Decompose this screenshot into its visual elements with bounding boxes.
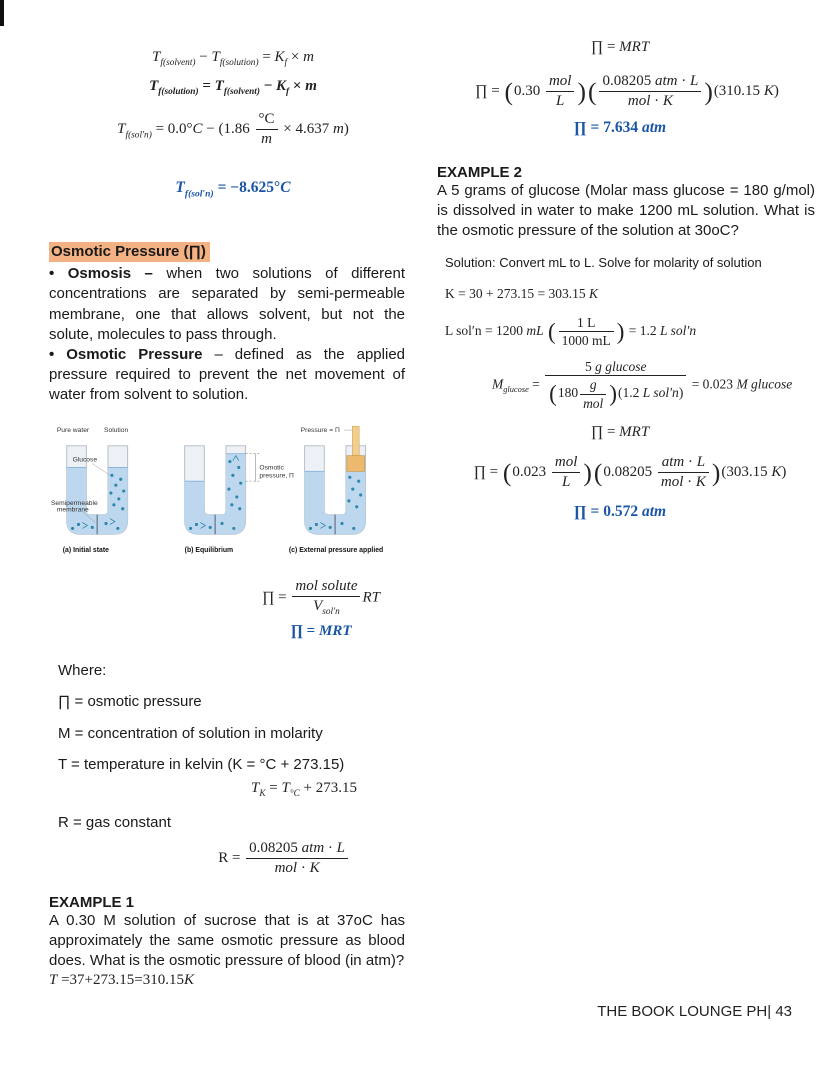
- figure-label-pure-water: Pure water: [56, 427, 90, 435]
- definition-r: R = gas constant: [58, 813, 171, 831]
- osmosis-term: • Osmosis –: [49, 265, 153, 283]
- formula-kelvin-303: K = 30 + 273.15 = 303.15 K: [445, 285, 598, 301]
- piston: [347, 456, 365, 472]
- osmosis-paragraph: [49, 264, 405, 344]
- example2-title: EXAMPLE 2: [437, 163, 523, 181]
- formula-pi-mrt-result: ∏ = MRT: [290, 623, 352, 640]
- example1-title: EXAMPLE 1: [49, 893, 135, 911]
- example2-body: A 5 grams of glucose (Molar mass glucose = 180 g/mol) is dissolved in water to make 1200 mL solution. What is the osmotic pressure of the solution at 30oC?: [437, 181, 815, 239]
- figure-label-semipermeable-1: Semipermeable: [50, 499, 98, 507]
- piston-rod: [352, 426, 359, 455]
- formula-gas-constant: R = $\frac{\text{0.08205 atm · L}}{\text{mol · K}}$: [218, 840, 350, 878]
- osmosis-definition: when two solutions of different concentrations are separated by semi-permeable membrane, one that allows solvent, but not the solute, molecules to pass through.: [49, 265, 405, 343]
- formula-freezing-point-result: $T_{f(sol'n)} = -8.625^\circ C$: [175, 179, 291, 200]
- example1-body: A 0.30 M solution of sucrose that is at 37oC has approximately the same osmotic pressure as blood does. What is the osmotic pressure of blood (in atm)?: [49, 911, 405, 969]
- osmotic-pressure-term: • Osmotic Pressure: [49, 345, 203, 363]
- formula-pi-definition: ∏ = $\frac{\text{mol solute}}{V_{sol'n}}$ RT: [262, 578, 380, 618]
- figure-caption-a: (a) Initial state: [62, 547, 109, 555]
- formula-molarity-glucose: $M_{glucose}$ = 5 g glucose (180 $\frac{g}{\text{mol}}$ )(1.2 L sol′n) = 0.023 M glucose: [492, 358, 793, 411]
- figure-label-glucose: Glucose: [72, 456, 98, 464]
- figure-label-pressure: Pressure = Π: [300, 427, 340, 435]
- formula-freezing-point-2: $T_{f(solution)} = T_{f(solvent)} - K_f \times m$: [149, 77, 317, 97]
- page-footer: THE BOOK LOUNGE PH| 43: [597, 1003, 792, 1020]
- formula-example1-result: ∏ = 7.634 atm: [573, 119, 667, 137]
- formula-example2-calculation: ∏ = (0.023 $\frac{\text{mol}}{L}$ )(0.08205 $\frac{\text{atm · L}}{\text{mol · K}}$ )(303.15 K): [473, 454, 787, 491]
- definition-t: T = temperature in kelvin (K = °C + 273.15): [58, 756, 345, 774]
- formula-kelvin-conversion: $T_K = T_{^\circ C} + 273.15$: [251, 779, 357, 800]
- definition-m: M = concentration of solution in molarity: [58, 724, 323, 742]
- figure-label-osmotic-2: pressure, Π: [259, 472, 294, 480]
- utube-diagram: [49, 419, 399, 569]
- utube-external-pressure: [289, 426, 383, 554]
- formula-example2-result: ∏ = 0.572 atm: [573, 502, 667, 520]
- section-heading-osmotic-pressure: Osmotic Pressure (∏): [49, 242, 210, 262]
- figure-caption-b: (b) Equilibrium: [184, 547, 234, 555]
- formula-pi-mrt-ex2: ∏ = MRT: [590, 424, 650, 441]
- formula-pi-mrt-ex1: ∏ = MRT: [590, 39, 650, 55]
- formula-example1-calculation: ∏ = (0.30 $\frac{\text{mol}}{L}$ )( $\frac{\text{0.08205 atm · L}}{\text{mol · K}}$ )(310.15 K): [475, 72, 779, 109]
- solution-note: Solution: Convert mL to L. Solve for molarity of solution: [445, 254, 762, 270]
- figure-label-osmotic-1: Osmotic: [259, 464, 284, 472]
- formula-freezing-point-1: $T_{f(solvent)} - T_{f(solution)} = K_f \times m$: [152, 49, 314, 69]
- right-column: [437, 0, 815, 521]
- left-column: [49, 0, 405, 990]
- definition-pi: ∏ = osmotic pressure: [58, 693, 202, 711]
- formula-temperature-310: T =37+273.15=310.15K: [49, 971, 194, 988]
- utube-initial-state: [51, 427, 128, 554]
- where-label: Where:: [58, 661, 107, 679]
- osmosis-figure: [49, 419, 405, 574]
- figure-label-solution: Solution: [104, 427, 129, 435]
- osmotic-pressure-definition: – defined as the applied pressure required to prevent the net movement of water from solvent to solution.: [49, 345, 405, 403]
- formula-freezing-point-3: $T_{f(sol'n)} = 0.0^\circ C - (1.86$ $\frac{^\circ C}{m}$ × 4.637 m): [117, 110, 349, 147]
- utube-equilibrium: [185, 446, 294, 554]
- figure-caption-c: (c) External pressure applied: [288, 547, 384, 555]
- formula-liters-solution: L sol′n = 1200 mL ( $\frac{1 L}{1000 mL}$ ) = 1.2 L sol′n: [445, 314, 697, 349]
- osmotic-pressure-paragraph: [49, 345, 405, 405]
- figure-label-semipermeable-2: membrane: [56, 506, 89, 514]
- scan-artifact: [0, 0, 4, 26]
